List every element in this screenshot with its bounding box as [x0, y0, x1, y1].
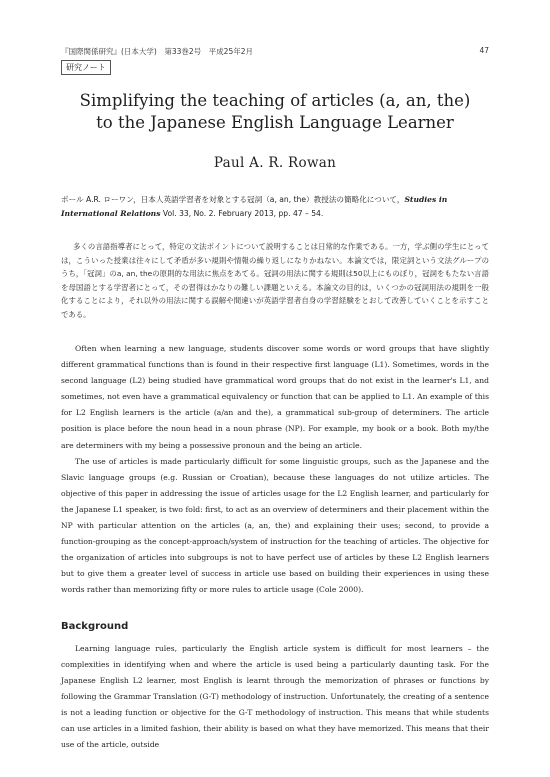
author-name: Paul A. R. Rowan: [213, 155, 337, 171]
paper-title: [40, 90, 510, 134]
title-line-2: to the Japanese English Language Learner: [96, 113, 454, 132]
section-tag: 研究ノート: [61, 60, 111, 75]
japanese-abstract: 多くの言語指導者にとって，特定の文法ポイントについて説明することは日常的な作業である。一方，学ぶ側の学生にとっては，こういった授業は往々にして矛盾が多い規則や情報の繰り返しになりかねない。本論文では，限定詞という文法グループのうち，「冠詞」のa, an, theの原則的な用法に焦点をあてる。冠詞の用法に関する規則は50以上にものぼり，冠詞をもたない言語を母国語とする学習者にとって，その習得はかなりの難しい課題といえる。本論文の目的は，いくつかの冠詞用法の規則を一般化することにより，それ以外の用法に関する誤解や間違いが英語学習者自身の学習経験をとおして改善していくことを示すことである。: [61, 242, 489, 319]
paragraph-3: Learning language rules, particularly the English article system is difficult for most learners – the complexities in identifying when and where the article is used being a particularly daunting task. For the Japanese English L2 learner, most English is learnt through the memorization of phrases or functions by following the Grammar Translation (G-T) methodology of instruction. Unfortunately, the creating of a sentence is not a leading function or objective for the G-T methodology of instruction. This means that while students can use articles in a limited fashion, their ability is based on what they have memorized. This means that their use of the article, outside: [61, 643, 489, 750]
citation-journal: Studies in International Relations: [61, 195, 448, 218]
section-heading-background: Background: [61, 620, 129, 632]
paragraph-1: Often when learning a new language, students discover some words or word groups that have slightly different grammatical functions than is found in their respective first language (L1). Sometimes, words in the second language (L2) being studied have grammatical word groups that do not exist in the learner's L1, and sometimes, not even have a grammatical equivalency or function that can be applied to L1. An example of this for L2 English learners is the article (a/an and the), a grammatical sub-group of determiners. The article position is place before the noun head in a noun phrase (NP). For example, my book or a book. Both my/the are determiners with my being a possessive pronoun and the being an article.: [61, 344, 489, 450]
article-body: [61, 341, 489, 753]
paragraph-2: The use of articles is made particularly difficult for some linguistic groups, such as the Japanese and the Slavic language groups (e.g. Russian or Croatian), because these languages do not utilize articles. The objective of this paper in addressing the issue of articles usage for the L2 English learner, and particularly for the Japanese L1 speaker, is two fold: first, to act as an overview of determiners and their placement within the NP with particular attention on the articles (a, an, the) and explaining their uses; second, to provide a function-grouping as the concept-approach/system of instruction for the teaching of articles. The objective for the organization of articles into subgroups is not to have perfect use of articles by these L2 English learners but to give them a greater level of success in article use based on building their experiences in using these words rather than memorizing fifty or more rules to article usage (Cole 2000).: [61, 456, 489, 595]
running-header: [61, 46, 489, 57]
journal-info: 『国際関係研究』(日本大学) 第33巻2号 平成25年2月: [61, 47, 253, 56]
citation-details: Vol. 33, No. 2. February 2013, pp. 47 – 54.: [160, 209, 324, 218]
page-number: 47: [479, 46, 489, 55]
title-line-1: Simplifying the teaching of articles (a, an, the): [79, 91, 471, 110]
citation-prefix: ポール A.R. ローワン，日本人英語学習者を対象とする冠詞（a, an, the）教授法の簡略化について，: [61, 195, 405, 204]
citation: [61, 193, 489, 221]
